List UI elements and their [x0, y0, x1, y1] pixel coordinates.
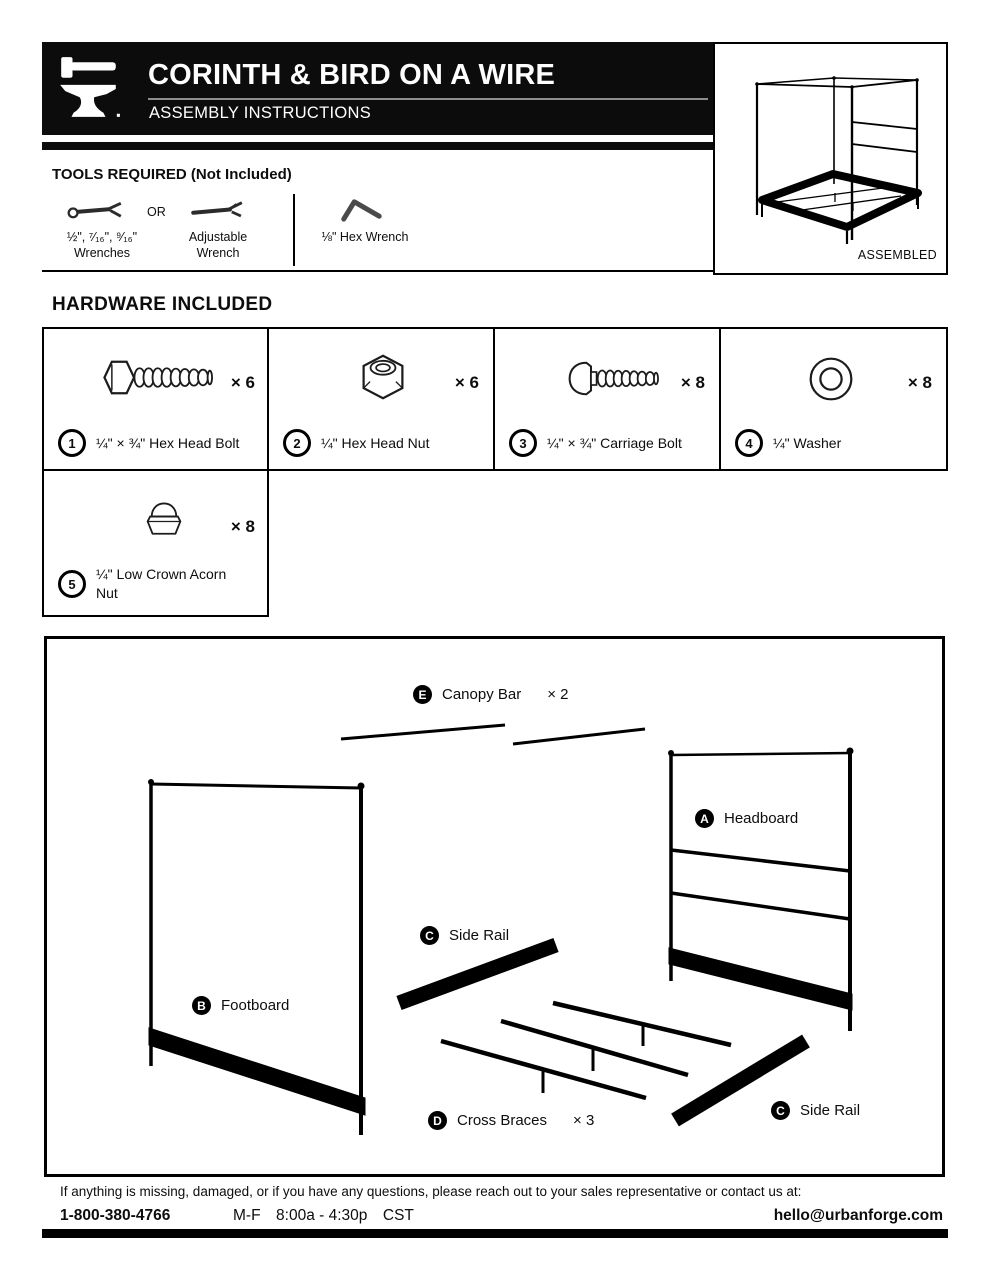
- hardware-qty: × 8: [230, 517, 255, 536]
- hardware-heading: HARDWARE INCLUDED: [52, 294, 273, 315]
- header-separator: [148, 98, 708, 100]
- assembled-preview-box: [713, 42, 948, 275]
- assembled-bed-drawing: [715, 44, 946, 259]
- hardware-qty: × 6: [454, 373, 479, 392]
- open-end-wrench-icon: [66, 200, 126, 221]
- part-letter-badge: A: [695, 809, 714, 828]
- adjustable-wrench-label: [183, 230, 253, 261]
- adjustable-wrench-icon: [188, 199, 248, 221]
- support-phone: 1-800-380-4766: [60, 1207, 171, 1224]
- part-letter-badge: E: [413, 685, 432, 704]
- hardware-label-text: ¼" Hex Head Nut: [321, 435, 430, 451]
- cross-braces-drawing: [441, 1003, 731, 1098]
- part-label-cross-braces: [428, 1111, 594, 1130]
- wrench-sizes-label: [56, 230, 148, 261]
- part-name: Side Rail: [449, 927, 510, 944]
- hex-nut-icon: [357, 353, 409, 401]
- hex-key-icon: [338, 196, 384, 223]
- washer-icon: [807, 355, 855, 403]
- part-name: Footboard: [221, 997, 290, 1014]
- acorn-nut-icon: [146, 499, 182, 539]
- support-message: If anything is missing, damaged, or if you have any questions, please reach out to your sales representative or contact us at:: [60, 1184, 802, 1199]
- part-letter-badge: C: [771, 1101, 790, 1120]
- part-label-side-rail-top: [420, 926, 509, 945]
- hardware-label: [283, 429, 429, 457]
- hardware-cell-carriage-bolt: [493, 327, 721, 471]
- or-label: OR: [147, 205, 166, 219]
- hardware-qty: × 6: [230, 373, 255, 392]
- part-letter-badge: D: [428, 1111, 447, 1130]
- part-qty: × 3: [573, 1112, 595, 1129]
- hardware-label: [735, 429, 841, 457]
- page-title: CORINTH & BIRD ON A WIRE: [148, 59, 556, 91]
- wrench-sizes-line1: ½", ⁷⁄₁₆", ⁹⁄₁₆": [66, 230, 138, 244]
- part-label-headboard: [695, 809, 798, 828]
- tools-heading: TOOLS REQUIRED (Not Included): [52, 166, 292, 183]
- hex-wrench-label: ⅛" Hex Wrench: [321, 230, 409, 244]
- side-rail-top-drawing: [399, 945, 556, 1003]
- part-label-side-rail-bottom: [771, 1101, 860, 1120]
- hardware-qty: × 8: [680, 373, 705, 392]
- hex-head-bolt-icon: [98, 355, 220, 400]
- hardware-number-badge: 1: [58, 429, 86, 457]
- support-hours: M-F 8:00a - 4:30p CST: [233, 1207, 414, 1224]
- anvil-hammer-icon: [55, 54, 123, 122]
- part-name: Canopy Bar: [442, 686, 522, 703]
- hardware-label: [58, 429, 239, 457]
- hardware-cell-acorn-nut: [42, 469, 269, 617]
- adjustable-line2: Wrench: [196, 245, 240, 260]
- header-stripe: [42, 142, 713, 150]
- headboard-drawing: [669, 751, 852, 1031]
- hardware-number-badge: 4: [735, 429, 763, 457]
- part-name: Side Rail: [800, 1102, 861, 1119]
- hardware-label-text: ¼" Washer: [773, 435, 842, 451]
- hardware-label-text: ¼" × ¾" Hex Head Bolt: [96, 435, 240, 451]
- footboard-drawing: [149, 782, 365, 1135]
- exploded-parts-drawing: [47, 639, 942, 1174]
- hardware-label-text: ¼" Low Crown Acorn Nut: [96, 566, 227, 602]
- header-band: [42, 42, 713, 135]
- part-letter-badge: C: [420, 926, 439, 945]
- footer-bar: [42, 1229, 948, 1238]
- part-name: Cross Braces: [457, 1112, 548, 1129]
- hardware-qty: × 8: [907, 373, 932, 392]
- support-email: hello@urbanforge.com: [773, 1207, 943, 1224]
- part-name: Headboard: [724, 810, 799, 827]
- hardware-cell-hex-nut: [267, 327, 495, 471]
- tools-divider: [293, 194, 295, 266]
- wrench-sizes-line2: Wrenches: [73, 245, 131, 260]
- assembled-caption: ASSEMBLED: [857, 248, 937, 262]
- adjustable-line1: Adjustable: [188, 230, 248, 244]
- hardware-cell-washer: [719, 327, 948, 471]
- parts-diagram-box: [44, 636, 945, 1177]
- part-letter-badge: B: [192, 996, 211, 1015]
- part-label-footboard: [192, 996, 289, 1015]
- hardware-number-badge: 2: [283, 429, 311, 457]
- part-label-canopy-bar: [413, 685, 569, 704]
- page-subtitle: ASSEMBLY INSTRUCTIONS: [149, 104, 372, 122]
- tools-bottom-rule: [42, 270, 713, 272]
- hardware-number-badge: 5: [58, 570, 86, 598]
- carriage-bolt-icon: [565, 359, 669, 398]
- hardware-label: [58, 565, 246, 603]
- hardware-label: [509, 429, 682, 457]
- hardware-number-badge: 3: [509, 429, 537, 457]
- canopy-bars-drawing: [341, 725, 645, 744]
- hardware-cell-hex-head-bolt: [42, 327, 269, 471]
- hardware-label-text: ¼" × ¾" Carriage Bolt: [547, 435, 682, 451]
- part-qty: × 2: [547, 686, 569, 703]
